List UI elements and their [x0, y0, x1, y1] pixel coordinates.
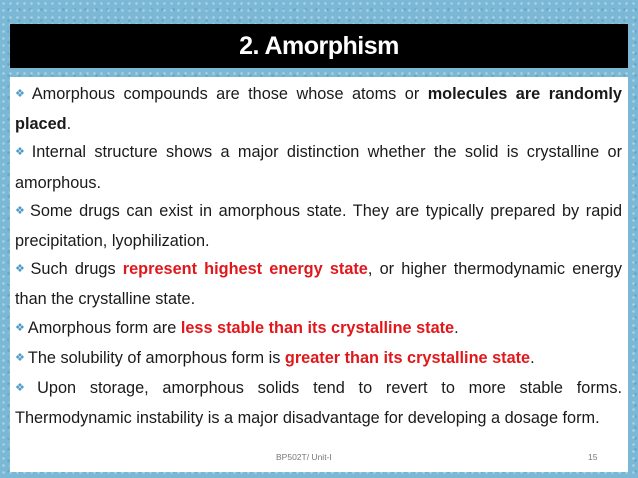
highlight-text: greater than its crystalline state	[284, 348, 531, 367]
diamond-sparkle-icon: ❖	[15, 351, 25, 364]
highlight-text: represent highest energy state	[122, 260, 368, 279]
highlight-text: less stable than its crystalline state	[180, 318, 455, 337]
slide-title: 2. Amorphism	[10, 24, 628, 68]
bullet-item-7: ❖ Upon storage, amorphous solids tend to revert to more stable forms. Thermodynamic instability is a major disadvantage for developing a dosage form.	[15, 379, 622, 428]
diamond-sparkle-icon: ❖	[15, 88, 29, 100]
bold-text: molecules are randomly placed	[15, 85, 622, 134]
page-number: 15	[588, 452, 598, 462]
footer-text: BP502T/ Unit-I	[276, 452, 332, 462]
diamond-sparkle-icon: ❖	[15, 382, 35, 395]
bullet-item-1: ❖ Amorphous compounds are those whose atoms or molecules are randomly placed.	[15, 85, 622, 134]
bullet-item-6: ❖ The solubility of amorphous form is greater than its crystalline state.	[15, 348, 535, 367]
diamond-sparkle-icon: ❖	[15, 146, 29, 159]
bullet-item-3: ❖ Some drugs can exist in amorphous state. They are typically prepared by rapid precipitation, lyophilization.	[15, 201, 623, 251]
content-box	[10, 77, 628, 472]
bullet-item-5: ❖ Amorphous form are less stable than its crystalline state.	[15, 318, 459, 337]
diamond-sparkle-icon: ❖	[15, 204, 27, 217]
diamond-sparkle-icon: ❖	[15, 321, 25, 334]
bullet-item-4: ❖ Such drugs represent highest energy state, or higher thermodynamic energy than the crystalline state.	[15, 260, 622, 309]
bullet-item-2: ❖ Internal structure shows a major distinction whether the solid is crystalline or amorphous.	[15, 143, 622, 192]
diamond-sparkle-icon: ❖	[15, 263, 28, 276]
